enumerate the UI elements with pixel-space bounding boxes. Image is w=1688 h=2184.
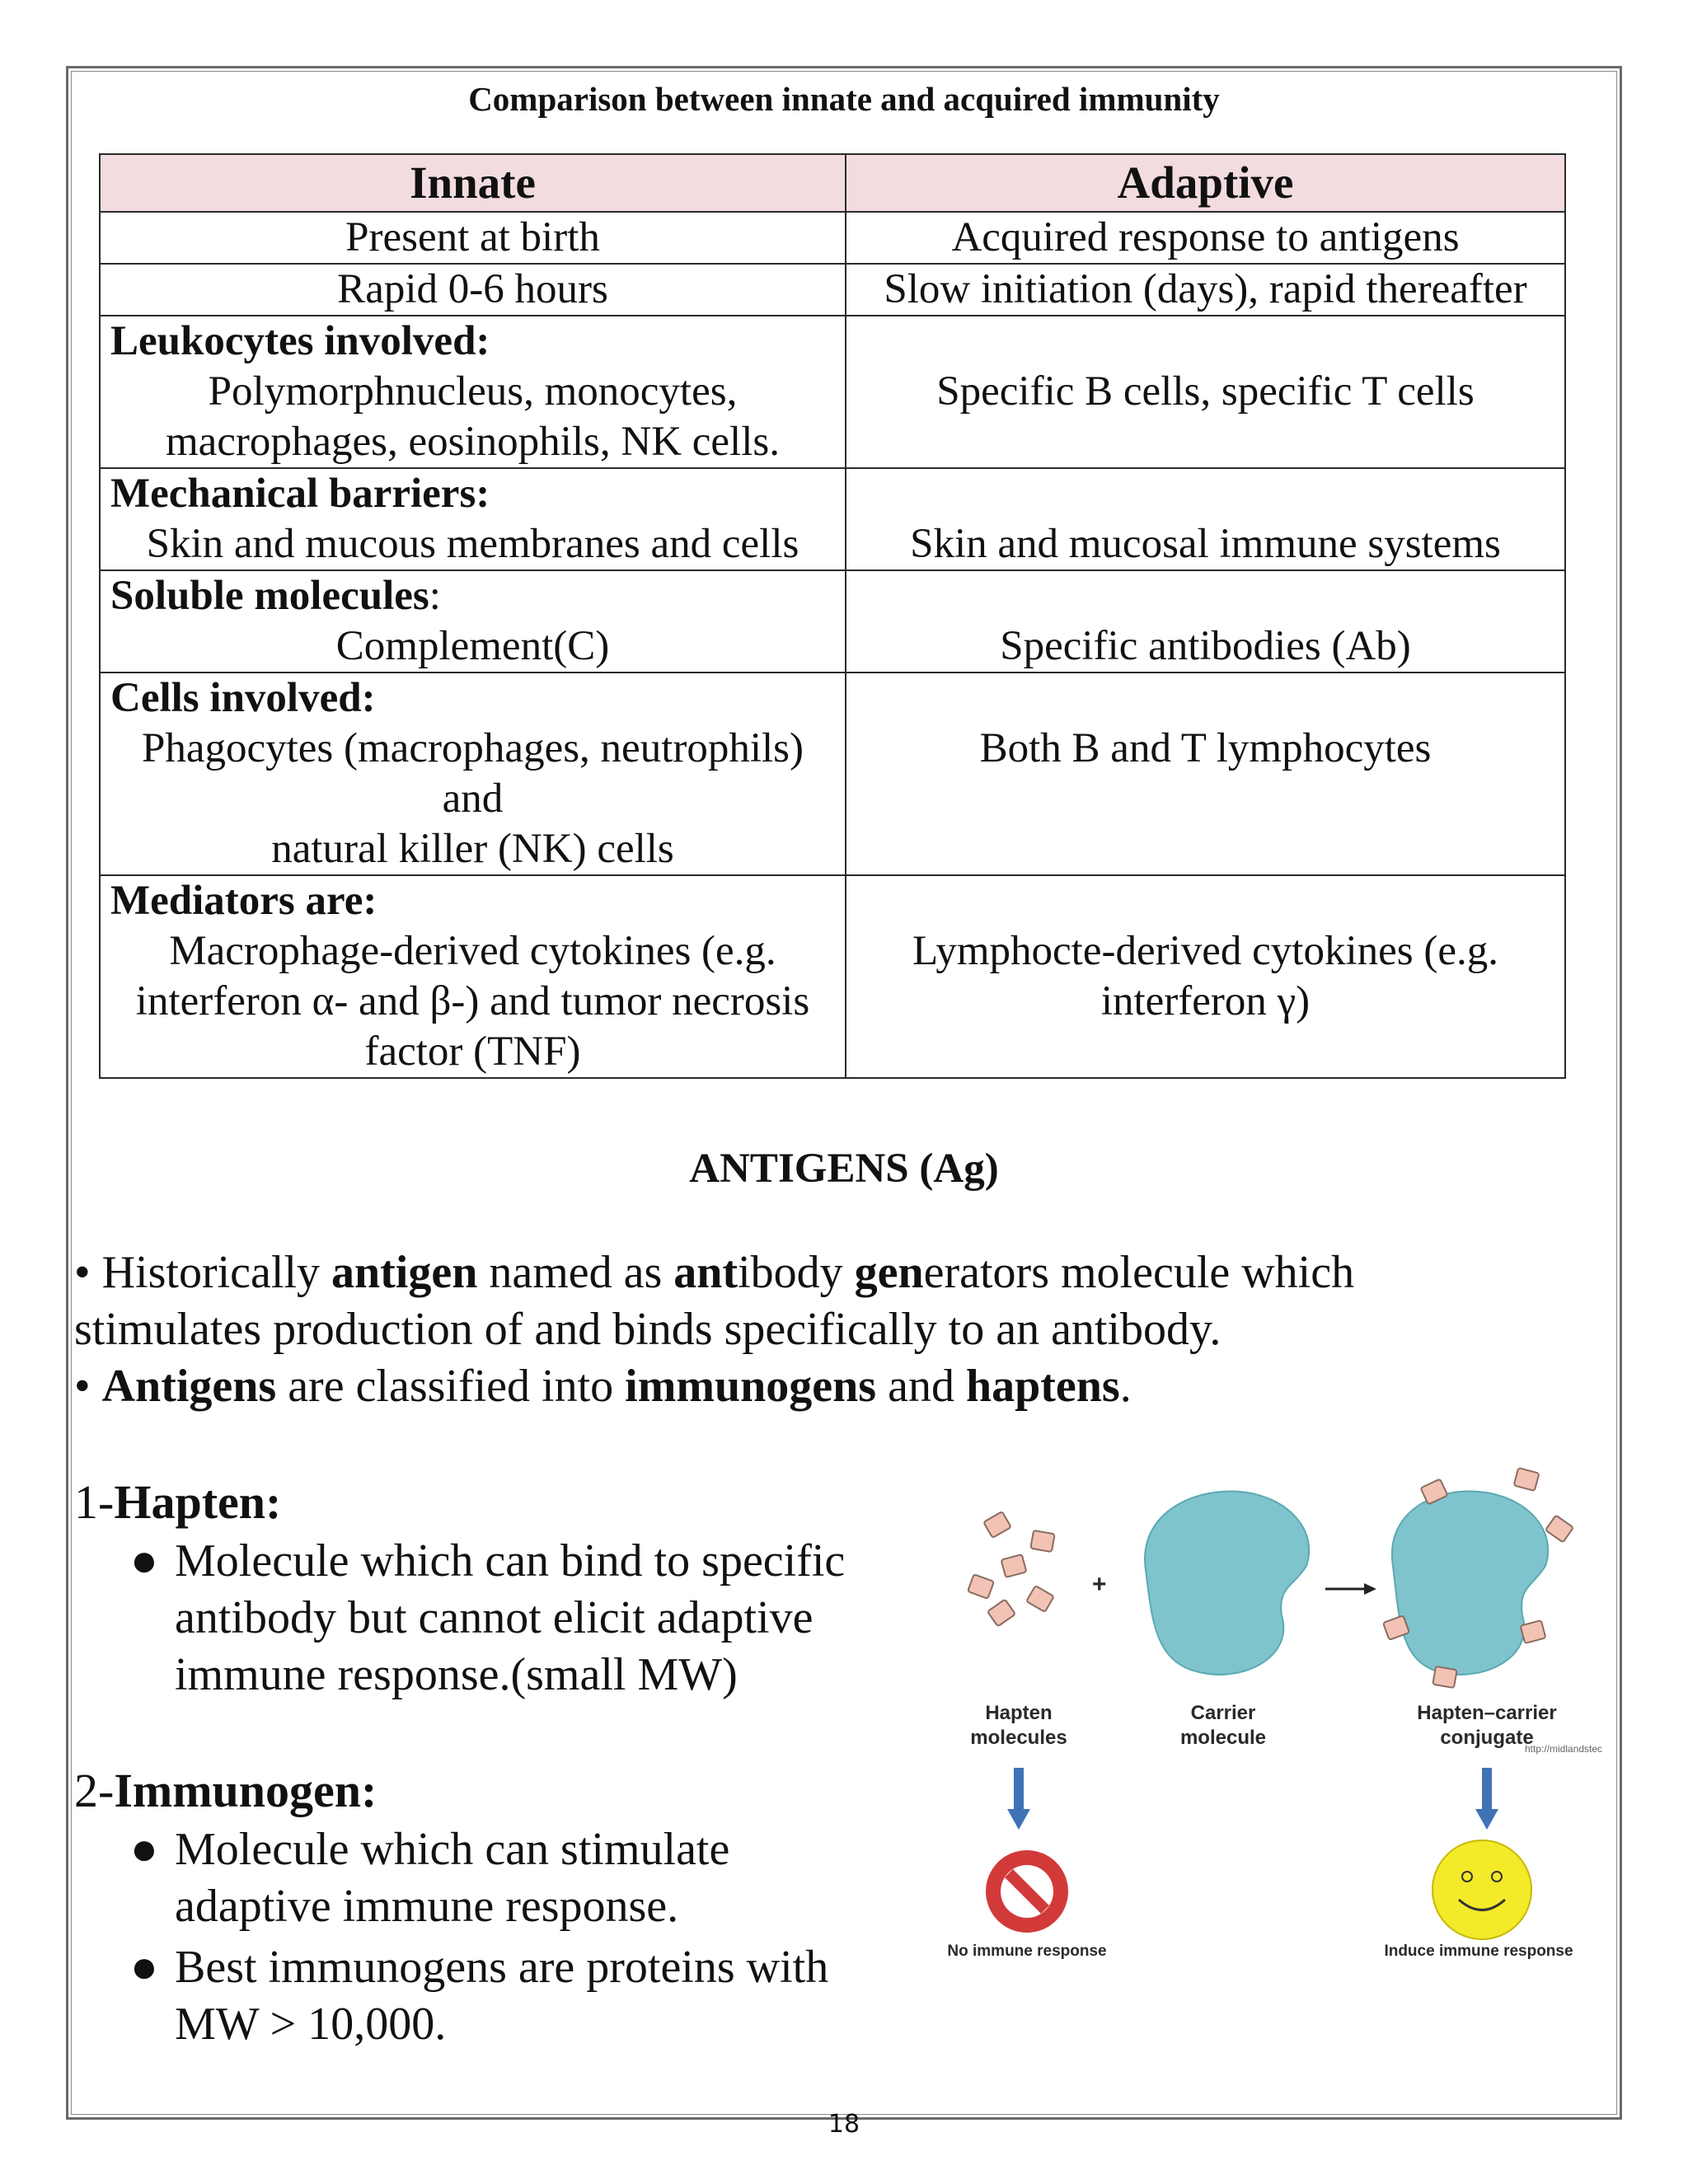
cell-line: Macrophage-derived cytokines (e.g.	[169, 928, 776, 974]
heading-number: 2-	[74, 1764, 115, 1817]
cell-adaptive	[846, 875, 1565, 1078]
down-arrow-left	[1007, 1768, 1030, 1830]
hapten-label-1: Hapten	[985, 1702, 1053, 1724]
cell-heading	[110, 571, 835, 621]
bullet-line: MW > 10,000.	[175, 1999, 447, 2050]
cell-innate	[100, 212, 846, 264]
bullet-line: immune response.(small MW)	[175, 1649, 738, 1700]
table-row	[100, 316, 1565, 468]
table-row	[100, 264, 1565, 316]
bullet-dot: ●	[130, 1824, 158, 1875]
cell-line: interferon α- and β-) and tumor necrosis	[135, 978, 810, 1024]
cell-line: Both B and T lymphocytes	[979, 725, 1432, 771]
bullet-dot: ●	[130, 1535, 158, 1586]
cell-innate	[100, 316, 846, 468]
bullet-glyph: •	[74, 1361, 91, 1412]
cell-adaptive	[846, 673, 1565, 875]
hapten-label-2: molecules	[970, 1727, 1067, 1749]
no-entry-icon	[986, 1850, 1068, 1933]
induce-response-label: Induce immune response	[1384, 1943, 1573, 1960]
cell-line: Complement(C)	[335, 623, 610, 669]
no-response-label: No immune response	[947, 1943, 1107, 1960]
text: ibody	[738, 1247, 855, 1298]
bullet-line: Best immunogens are proteins with	[175, 1942, 829, 1993]
cell-heading-colon: :	[429, 573, 441, 619]
table-row	[100, 875, 1565, 1078]
text: are classified into	[276, 1361, 626, 1412]
cell-line: macrophages, eosinophils, NK cells.	[165, 419, 780, 465]
cell-adaptive: Specific B cells, specific T cells	[846, 316, 1565, 468]
header-adaptive: Adaptive	[846, 154, 1565, 212]
smiley-icon	[1432, 1840, 1531, 1939]
heading-label: Hapten:	[114, 1475, 282, 1529]
bullet-line: antibody but cannot elicit adaptive	[175, 1592, 814, 1643]
header-innate: Innate	[100, 154, 846, 212]
hapten-carrier-figure	[931, 1463, 1624, 1982]
cell-heading: Mechanical barriers:	[110, 471, 490, 517]
cell-innate	[100, 570, 846, 673]
carrier-label-2: molecule	[1179, 1727, 1267, 1749]
list-item	[124, 1939, 948, 2053]
down-arrow-right	[1475, 1768, 1498, 1830]
text: Historically	[90, 1247, 331, 1298]
comparison-table	[99, 153, 1566, 1079]
table-row	[100, 468, 1565, 570]
cell-line: interferon γ)	[1100, 978, 1311, 1024]
cell-adaptive: Acquired response to antigens	[846, 212, 1565, 264]
watermark-text: http://midlandstec	[1525, 1743, 1603, 1755]
cell-line: Skin and mucous membranes and cells	[146, 521, 799, 567]
cell-innate	[100, 468, 846, 570]
bold-term: haptens	[965, 1361, 1120, 1412]
table-title: Comparison between innate and acquired immunity	[468, 80, 1220, 118]
bold-term: Antigens	[101, 1361, 277, 1412]
carrier-label-1: Carrier	[1190, 1702, 1256, 1724]
conjugate-molecule	[1392, 1491, 1548, 1674]
bullet-glyph: •	[74, 1247, 91, 1298]
cell-line: Phagocytes (macrophages, neutrophils)	[141, 725, 804, 771]
bullet-line: Molecule which can bind to specific	[175, 1535, 846, 1586]
cell-heading: Leukocytes involved:	[110, 318, 490, 364]
cell-text: Rapid 0-6 hours	[337, 266, 608, 312]
bold-term: gen	[854, 1247, 924, 1298]
bold-term: ant	[673, 1247, 738, 1298]
table-row	[100, 570, 1565, 673]
cell-adaptive: Skin and mucosal immune systems	[846, 468, 1565, 570]
conjugate-label-2: conjugate	[1440, 1727, 1534, 1749]
immunogen-heading	[74, 1761, 377, 1821]
text: and	[876, 1361, 966, 1412]
cell-adaptive: Slow initiation (days), rapid thereafter	[846, 264, 1565, 316]
table-header-row	[100, 154, 1565, 212]
cell-innate	[100, 875, 846, 1078]
heading-label: Immunogen:	[114, 1764, 377, 1817]
hapten-bullets	[124, 1533, 948, 1704]
text: .	[1119, 1361, 1132, 1412]
heading-number: 1-	[74, 1475, 115, 1529]
table-row	[100, 673, 1565, 875]
carrier-molecule	[1145, 1491, 1309, 1674]
cell-line: natural killer (NK) cells	[271, 826, 674, 872]
list-item	[124, 1821, 948, 1935]
cell-adaptive: Specific antibodies (Ab)	[846, 570, 1565, 673]
conjugate-label-1: Hapten–carrier	[1417, 1702, 1557, 1724]
cell-line: factor (TNF)	[364, 1029, 581, 1075]
bullet-line: Molecule which can stimulate	[175, 1824, 730, 1875]
bullet-dot: ●	[130, 1942, 158, 1993]
section-title: ANTIGENS (Ag)	[689, 1146, 999, 1192]
reaction-arrowhead	[1364, 1583, 1376, 1595]
paragraph-history	[74, 1244, 1607, 1415]
cell-innate	[100, 673, 846, 875]
bold-term: immunogens	[625, 1361, 877, 1412]
text: named as	[477, 1247, 674, 1298]
list-item	[124, 1533, 948, 1704]
cell-text: Present at birth	[345, 214, 600, 260]
text: erators molecule which	[923, 1247, 1355, 1298]
cell-line: Lymphocte-derived cytokines (e.g.	[912, 928, 1498, 974]
hapten-heading	[74, 1473, 281, 1532]
page-number: 18	[828, 2110, 860, 2139]
cell-heading: Cells involved:	[110, 675, 376, 721]
cell-line: Polymorphnucleus, monocytes,	[208, 368, 738, 415]
cell-heading-bold: Soluble molecules	[110, 573, 429, 619]
cell-innate	[100, 264, 846, 316]
table-row	[100, 212, 1565, 264]
bold-term: antigen	[331, 1247, 478, 1298]
para-line	[74, 1244, 1607, 1301]
plus-sign: +	[1092, 1571, 1107, 1598]
cell-line: and	[442, 776, 504, 822]
para-line: stimulates production of and binds specifically to an antibody.	[74, 1304, 1221, 1355]
para-line	[74, 1358, 1607, 1415]
bullet-line: adaptive immune response.	[175, 1881, 679, 1932]
cell-heading: Mediators are:	[110, 878, 377, 924]
immunogen-bullets	[124, 1821, 948, 2053]
hapten-molecules	[968, 1511, 1055, 1626]
